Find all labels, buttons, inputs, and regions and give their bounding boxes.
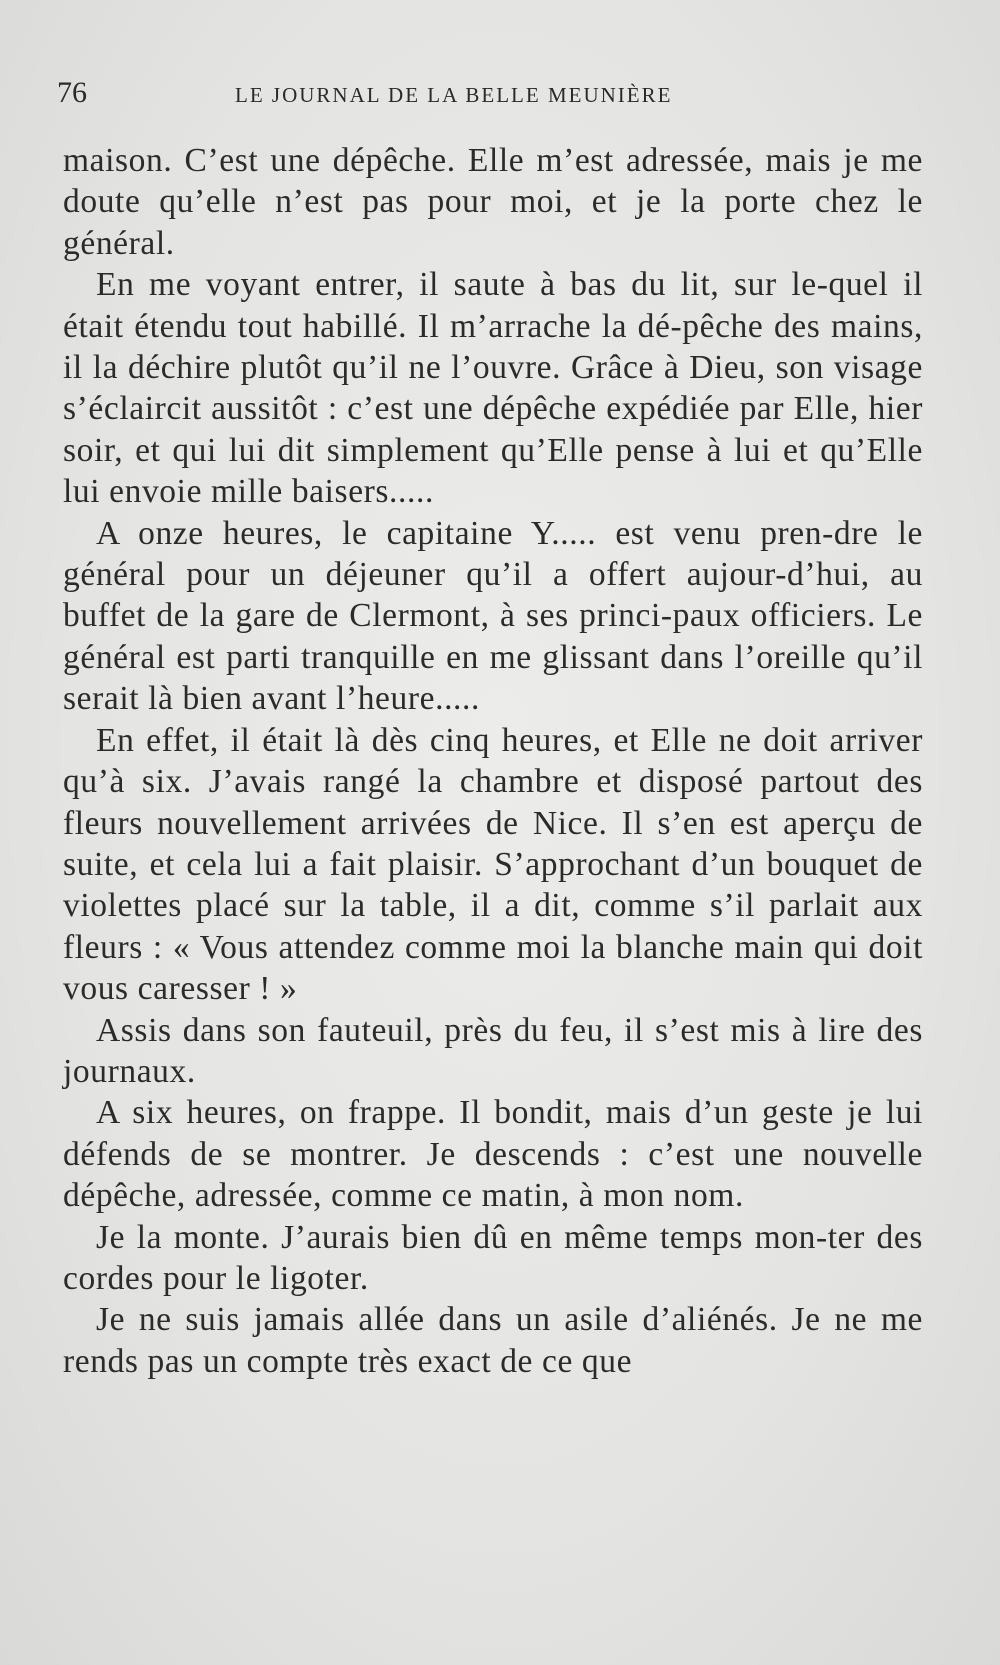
paragraph: maison. C’est une dépêche. Elle m’est adressée, mais je me doute qu’elle n’est pas pour moi, et je la porte chez le général. (63, 142, 923, 262)
paragraph: En effet, il était là dès cinq heures, et Elle ne doit arriver qu’à six. J’avais rangé la chambre et disposé partout des fleurs nouvellement arrivées de Nice. Il s’en est aperçu de suite, et cela lui a fait plaisir. S’approchant d’un bouquet de violettes placé sur la table, il a dit, comme s’il parlait aux fleurs : « Vous attendez comme moi la blanche main qui doit vous caresser ! » (63, 721, 923, 1008)
page-header (55, 78, 925, 108)
running-title: LE JOURNAL DE LA BELLE MEUNIÈRE (235, 83, 673, 107)
paragraph: Je la monte. J’aurais bien dû en même temps mon-ter des cordes pour le ligoter. (63, 1218, 923, 1297)
paragraph: Assis dans son fauteuil, près du feu, il s’est mis à lire des journaux. (63, 1011, 923, 1090)
body-text (63, 140, 923, 1382)
paragraph: A six heures, on frappe. Il bondit, mais d’un geste je lui défends de se montrer. Je descends : c’est une nouvelle dépêche, adressée, comme ce matin, à mon nom. (63, 1094, 923, 1215)
paragraph: Je ne suis jamais allée dans un asile d’aliénés. Je ne me rends pas un compte très exact de ce que (63, 1301, 923, 1380)
paragraph: A onze heures, le capitaine Y..... est venu pren-dre le général pour un déjeuner qu’il a offert aujour-d’hui, au buffet de la gare de Clermont, à ses princi-paux officiers. Le général est parti tranquille en me glissant dans l’oreille qu’il serait là bien avant l’heure..... (63, 514, 923, 718)
paragraph: En me voyant entrer, il saute à bas du lit, sur le-quel il était étendu tout habillé. Il m’arrache la dé-pêche des mains, il la déchire plutôt qu’il ne l’ouvre. Grâce à Dieu, son visage s’éclaircit aussitôt : c’est une dépêche expédiée par Elle, hier soir, et qui lui dit simplement qu’Elle pense à lui et qu’Elle lui envoie mille baisers..... (63, 266, 923, 511)
page-number: 76 (57, 76, 87, 109)
